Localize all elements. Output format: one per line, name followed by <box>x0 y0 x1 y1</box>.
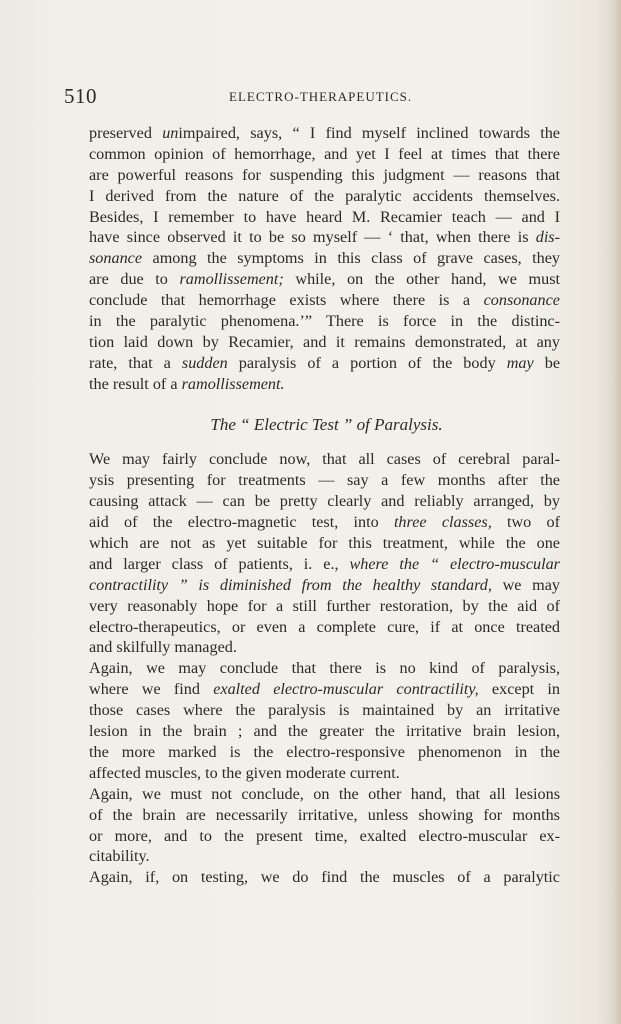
text-run: common opinion of hemorrhage, and yet I feel at times that there <box>89 144 560 163</box>
text-line <box>89 826 560 847</box>
paragraph-4 <box>89 784 560 868</box>
text-run: and skilfully managed. <box>89 638 237 657</box>
text-line <box>89 470 560 491</box>
text-run: in the paralytic phenomena.’” There is force in the distinc- <box>89 312 560 331</box>
text-line <box>89 491 560 512</box>
text-run: I derived from the nature of the paralytic accidents themselves. <box>89 186 560 205</box>
text-run: while, on the other hand, we must <box>283 270 560 289</box>
text-line <box>89 533 560 554</box>
page-number: 510 <box>64 84 97 108</box>
text-line <box>89 290 560 311</box>
text-run: among the symptoms in this class of grave cases, they <box>142 249 560 268</box>
paragraph-2 <box>89 449 560 658</box>
text-line <box>89 311 560 332</box>
paragraph-1 <box>89 123 560 395</box>
text-line <box>89 617 560 638</box>
text-line <box>89 123 560 144</box>
text-run: of the brain are necessarily irritative, unless showing for months <box>89 805 560 824</box>
italic-run: sudden <box>181 353 228 372</box>
text-line <box>89 658 560 679</box>
italic-run: where the “ electro-muscular <box>349 554 560 573</box>
text-line <box>89 449 560 470</box>
text-line <box>89 248 560 269</box>
text-run: Again, we must not conclude, on the other hand, that all lesions <box>89 784 560 803</box>
text-line <box>89 227 560 248</box>
text-line <box>89 554 560 575</box>
body-text <box>89 123 560 888</box>
text-run: lesion in the brain ; and the greater the irritative brain lesion, <box>89 722 560 741</box>
text-run: we may <box>491 575 561 594</box>
text-run: impaired, says, “ I find myself inclined towards the <box>178 124 560 142</box>
page-edge <box>613 0 621 1024</box>
text-run: where we find <box>89 680 214 699</box>
text-run: tion laid down by Recamier, and it remains demonstrated, at any <box>89 332 560 351</box>
paragraph-5 <box>89 867 560 888</box>
text-line <box>89 165 560 186</box>
text-run: citability. <box>89 847 150 866</box>
text-run: causing attack — can be pretty clearly and reliably arranged, by <box>89 492 560 511</box>
text-run: aid of the electro-magnetic test, into <box>89 513 394 532</box>
text-run: have since observed it to be so myself — ‘ that, when there is <box>89 228 536 247</box>
italic-run: may <box>506 353 534 372</box>
text-run: and larger class of patients, i. e., <box>89 554 350 573</box>
text-run: Besides, I remember to have heard M. Recamier teach — and I <box>89 207 560 226</box>
italic-run: un <box>162 124 179 142</box>
text-run: or more, and to the present time, exalted electro-muscular ex- <box>89 826 560 845</box>
text-line <box>89 207 560 228</box>
text-run: are powerful reasons for suspending this judgment — reasons that <box>89 165 560 184</box>
section-heading: The “ Electric Test ” of Paralysis. <box>210 414 443 434</box>
text-line <box>89 353 560 374</box>
text-run: are due to <box>89 270 180 289</box>
text-run: rate, that a <box>89 353 182 372</box>
text-line <box>89 679 560 700</box>
text-run: Again, if, on testing, we do find the muscles of a paralytic <box>89 868 560 887</box>
text-line <box>89 512 560 533</box>
text-run: ysis presenting for treatments — say a few months after the <box>89 471 560 490</box>
text-line <box>89 575 560 596</box>
text-run: Again, we may conclude that there is no kind of paralysis, <box>89 659 560 678</box>
text-line <box>89 846 560 867</box>
text-run: We may fairly conclude now, that all cases of cerebral paral- <box>89 450 560 469</box>
italic-run: sonance <box>89 249 143 268</box>
text-run: those cases where the paralysis is maintained by an irritative <box>89 701 560 720</box>
text-run: very reasonably hope for a still further restoration, by the aid of <box>89 596 560 615</box>
text-run: paralysis of a portion of the body <box>227 353 507 372</box>
italic-run: three classes, <box>393 513 492 532</box>
text-line <box>89 186 560 207</box>
text-run: the result of a <box>89 374 182 393</box>
text-line <box>89 637 560 658</box>
text-line <box>89 332 560 353</box>
italic-run: contractility ” is diminished from the healthy standard, <box>89 575 492 594</box>
text-line <box>89 269 560 290</box>
text-line <box>89 374 560 395</box>
text-run: except in <box>478 680 560 699</box>
text-run: preserved <box>89 124 163 142</box>
italic-run: dis- <box>535 228 560 247</box>
italic-run: ramollissement. <box>181 374 285 393</box>
text-line <box>89 596 560 617</box>
text-line <box>89 144 560 165</box>
text-run: the more marked is the electro-responsive phenomenon in the <box>89 742 560 761</box>
text-run: two of <box>491 513 560 532</box>
text-run: which are not as yet suitable for this treatment, while the one <box>89 534 560 553</box>
text-line <box>89 721 560 742</box>
italic-run: ramollissement; <box>179 270 284 289</box>
text-run: electro-therapeutics, or even a complete cure, if at once treated <box>89 617 560 636</box>
italic-run: consonance <box>483 291 560 310</box>
text-line <box>89 805 560 826</box>
text-run: conclude that hemorrhage exists where there is a <box>89 291 484 310</box>
running-head: ELECTRO-THERAPEUTICS. <box>229 89 413 104</box>
text-line <box>89 742 560 763</box>
page-header <box>64 84 564 108</box>
italic-run: exalted electro-muscular contractility, <box>213 680 479 699</box>
paragraph-3 <box>89 658 560 783</box>
text-line <box>89 784 560 805</box>
text-line <box>89 867 560 888</box>
text-line <box>89 700 560 721</box>
text-run: affected muscles, to the given moderate current. <box>89 763 400 782</box>
text-line <box>89 763 560 784</box>
text-run: be <box>533 353 561 372</box>
